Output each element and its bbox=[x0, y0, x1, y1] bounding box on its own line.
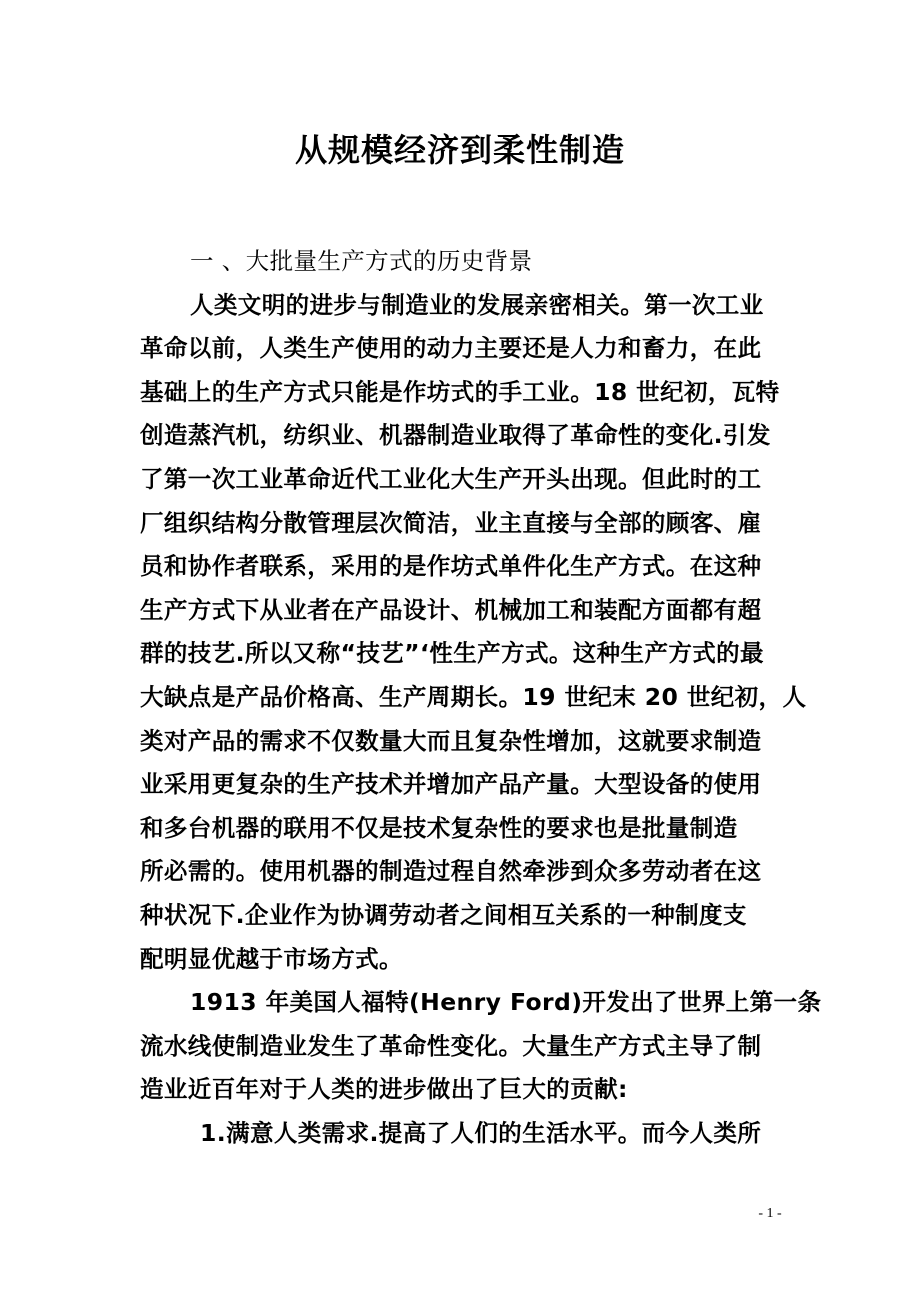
paragraph-line: 类对产品的需求不仅数量大而且复杂性增加，这就要求制造 bbox=[140, 726, 762, 755]
paragraph-line: 和多台机器的联用不仅是技术复杂性的要求也是批量制造 bbox=[140, 813, 738, 842]
paragraph-line: 员和协作者联系，采用的是作坊式单件化生产方式。在这种 bbox=[140, 552, 762, 581]
paragraph-line: 革命以前，人类生产使用的动力主要还是人力和畜力，在此 bbox=[140, 334, 762, 363]
paragraph-line: 所必需的。使用机器的制造过程自然牵涉到众多劳动者在这 bbox=[140, 857, 762, 886]
paragraph-line: 创造蒸汽机，纺织业、机器制造业取得了革命性的变化.引发 bbox=[140, 421, 771, 450]
document-body bbox=[140, 240, 822, 1155]
paragraph-line: 生产方式下从业者在产品设计、机械加工和装配方面都有超 bbox=[140, 595, 762, 624]
paragraph-line: 了第一次工业革命近代工业化大生产开头出现。但此时的工 bbox=[140, 464, 762, 493]
paragraph-line: 种状况下.企业作为协调劳动者之间相互关系的一种制度支 bbox=[140, 900, 747, 929]
page-number: - 1 - bbox=[758, 1206, 782, 1221]
document-title: 从规模经济到柔性制造 bbox=[294, 131, 625, 169]
paragraph-line: 流水线使制造业发生了革命性变化。大量生产方式主导了制 bbox=[140, 1031, 762, 1060]
paragraph-line: 业采用更复杂的生产技术并增加产品产量。大型设备的使用 bbox=[140, 770, 762, 799]
paragraph-line: 人类文明的进步与制造业的发展亲密相关。第一次工业 bbox=[190, 290, 764, 319]
paragraph-line: 厂组织结构分散管理层次简洁，业主直接与全部的顾客、雇 bbox=[140, 508, 762, 537]
paragraph-line: 基础上的生产方式只能是作坊式的手工业。18 世纪初，瓦特 bbox=[140, 377, 780, 406]
list-item-line: 1.满意人类需求.提高了人们的生活水平。而今人类所 bbox=[200, 1118, 762, 1147]
paragraph-line: 1913 年美国人福特(Henry Ford)开发出了世界上第一条 bbox=[190, 988, 822, 1017]
section-heading: 一 、大批量生产方式的历史背景 bbox=[190, 247, 533, 275]
paragraph-line: 群的技艺.所以又称“技艺”‘性生产方式。这种生产方式的最 bbox=[140, 639, 764, 668]
paragraph-line: 配明显优越于市场方式。 bbox=[140, 944, 403, 973]
paragraph-line: 造业近百年对于人类的进步做出了巨大的贡献: bbox=[140, 1075, 628, 1104]
paragraph-line: 大缺点是产品价格高、生产周期长。19 世纪末 20 世纪初，人 bbox=[140, 682, 807, 711]
